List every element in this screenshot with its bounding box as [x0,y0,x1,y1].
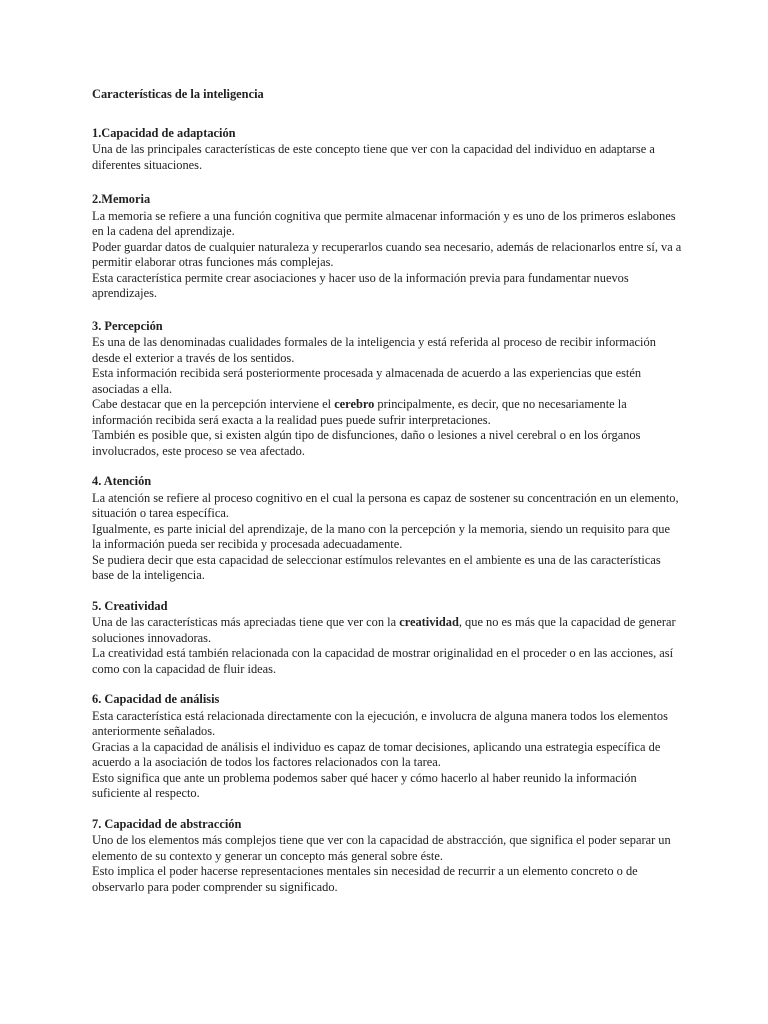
section-heading: 6. Capacidad de análisis [92,692,220,706]
paragraph: Es una de las denominadas cualidades formales de la inteligencia y está referida al proceso de recibir información desde el exterior a través de los sentidos. [92,335,656,365]
section-heading: 3. Percepción [92,318,163,333]
paragraph-text: principalmente, es decir, que no necesariamente la información recibida será exacta a la realidad pues puede sufrir interpretaciones. [92,397,627,427]
paragraph [92,397,682,428]
paragraph-text: , que no es más que la capacidad de generar soluciones innovadoras. [92,615,676,645]
section-percepcion [92,319,682,460]
document-title: Características de la inteligencia [92,87,264,101]
paragraph: Poder guardar datos de cualquier naturaleza y recuperarlos cuando sea necesario, además de relacionarlos entre sí, va a permitir elaborar otras funciones más complejas. [92,239,682,269]
paragraph: Gracias a la capacidad de análisis el individuo es capaz de tomar decisiones, aplicando una estrategia específica de acuerdo a la asociación de todos los factores relacionados con la tarea. [92,739,661,769]
paragraph: Esta característica está relacionada directamente con la ejecución, e involucra de alguna manera todos los elementos anteriormente señalados. [92,708,668,738]
section-heading: 5. Creatividad [92,598,168,613]
paragraph: Uno de los elementos más complejos tiene que ver con la capacidad de abstracción, que significa el poder separar un elemento de su contexto y generar un concepto más general sobre éste. [92,833,671,863]
paragraph [92,615,682,646]
section-heading: 4. Atención [92,474,152,488]
paragraph: Una de las principales características de este concepto tiene que ver con la capacidad del individuo en adaptarse a diferentes situaciones. [92,142,655,172]
bold-term-cerebro: cerebro [334,397,375,411]
section-atencion [92,474,682,584]
paragraph-text: Cabe destacar que en la percepción interviene el [92,397,335,411]
section-capacidad-de-adaptacion [92,126,682,174]
paragraph: La atención se refiere al proceso cognitivo en el cual la persona es capaz de sostener su concentración en un elemento, situación o tarea específica. [92,490,679,520]
paragraph: La creatividad está también relacionada con la capacidad de mostrar originalidad en el proceder o en las acciones, así como con la capacidad de fluir ideas. [92,646,674,676]
section-heading: 2.Memoria [92,192,151,206]
paragraph: La memoria se refiere a una función cognitiva que permite almacenar información y es uno de los primeros eslabones en la cadena del aprendizaje. [92,208,676,238]
paragraph: Esta característica permite crear asociaciones y hacer uso de la información previa para fundamentar nuevos aprendizajes. [92,270,629,300]
section-memoria [92,192,682,302]
paragraph: Esto significa que ante un problema podemos saber qué hacer y cómo hacerlo al haber reunido la información suficiente al respecto. [92,770,637,800]
document-page [92,87,682,910]
paragraph: También es posible que, si existen algún tipo de disfunciones, daño o lesiones a nivel cerebral o en los órganos involucrados, este proceso se vea afectado. [92,428,641,458]
section-creatividad [92,599,682,678]
section-heading: 1.Capacidad de adaptación [92,125,236,140]
paragraph: Esta información recibida será posteriormente procesada y almacenada de acuerdo a las experiencias que estén asociadas a ella. [92,366,642,396]
section-capacidad-de-analisis [92,692,682,802]
section-heading: 7. Capacidad de abstracción [92,816,242,831]
paragraph: Igualmente, es parte inicial del aprendizaje, de la mano con la percepción y la memoria, siendo un requisito para que la información pueda ser recibida y procesada adecuadamente. [92,521,670,551]
paragraph: Esto implica el poder hacerse representaciones mentales sin necesidad de recurrir a un elemento concreto o de observarlo para poder comprender su significado. [92,864,638,894]
paragraph-text: Una de las características más apreciadas tiene que ver con la [92,615,400,629]
section-capacidad-de-abstraccion [92,817,682,896]
bold-term-creatividad: creatividad [399,615,459,629]
paragraph: Se pudiera decir que esta capacidad de seleccionar estímulos relevantes en el ambiente es una de las características base de la inteligencia. [92,552,661,582]
